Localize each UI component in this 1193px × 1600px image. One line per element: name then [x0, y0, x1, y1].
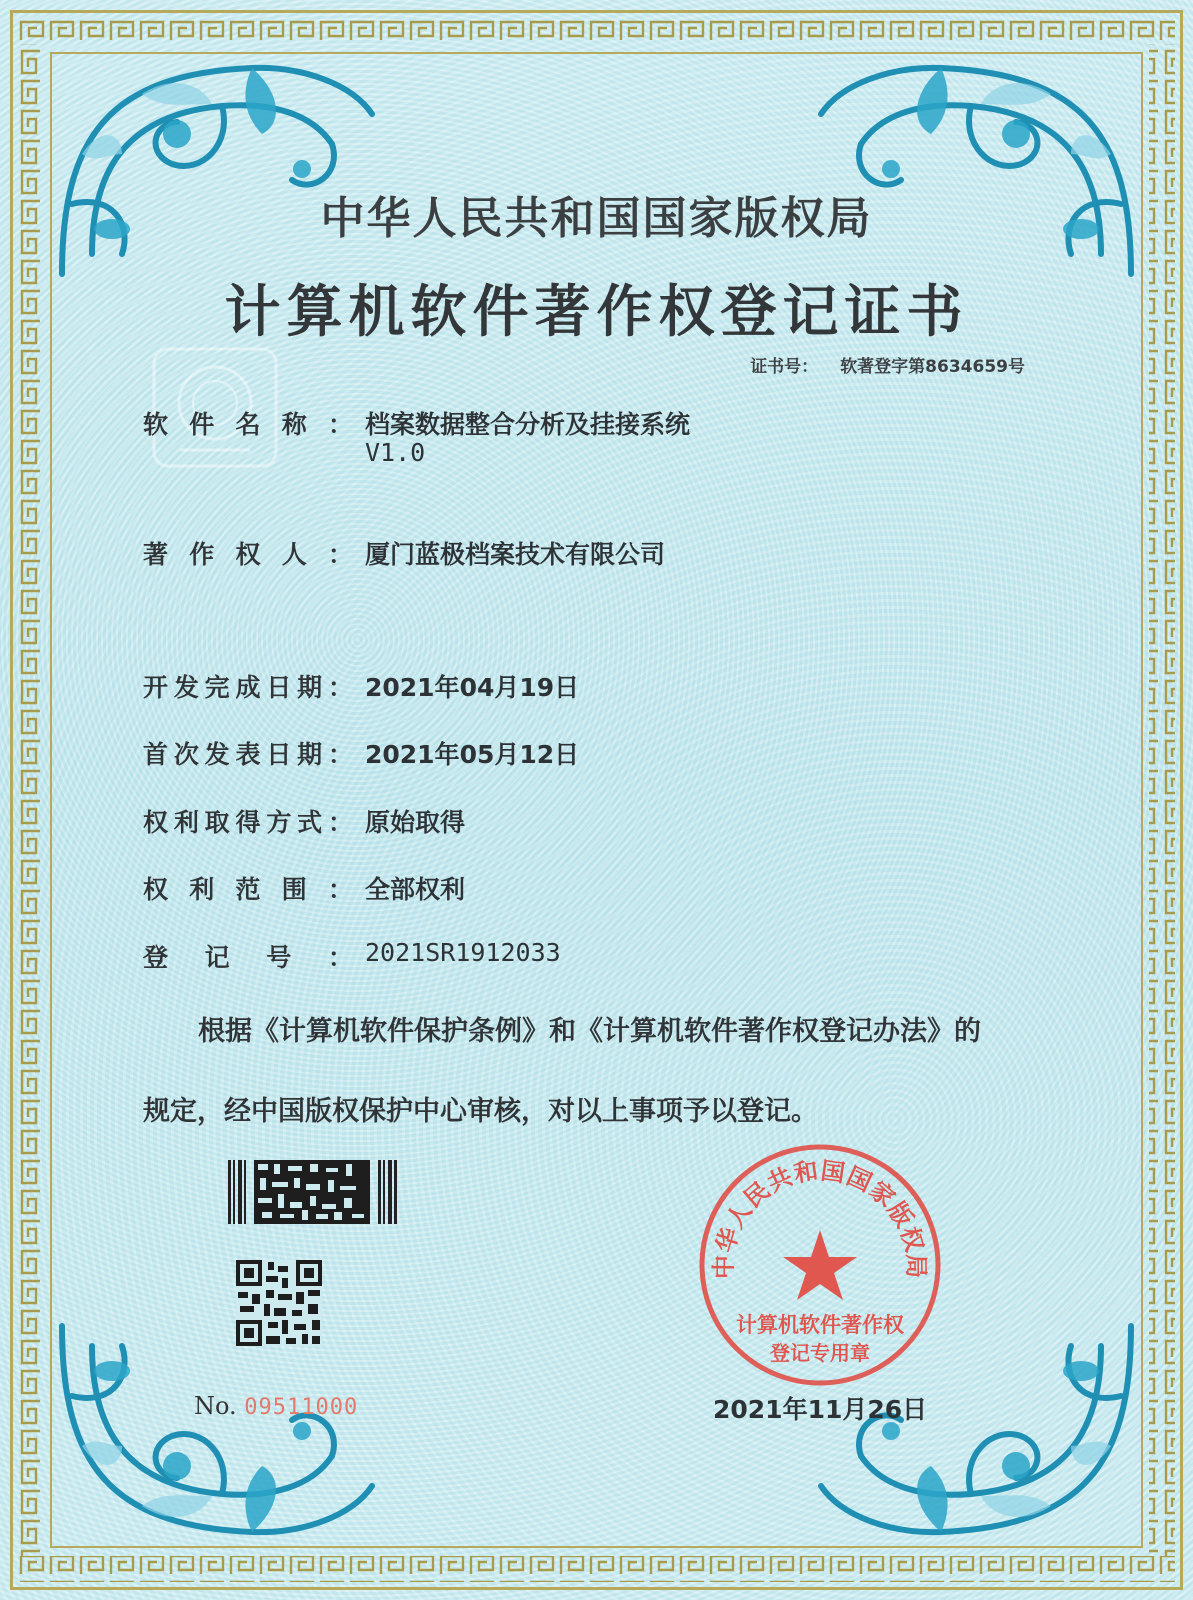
registration-number-value: 2021SR1912033: [365, 938, 561, 967]
statement-text: [143, 992, 1063, 1152]
acquire-method-value: 原始取得: [365, 808, 466, 837]
acquire-method-label: 权利取得方式：: [143, 808, 353, 837]
rights-scope-value: 全部权利: [365, 875, 466, 904]
corner-ornament-top-right: [811, 54, 1141, 284]
dev-date-value: 2021年04月19日: [365, 673, 580, 702]
barcode: [228, 1160, 398, 1224]
statement-line-2: 规定，经中国版权保护中心审核，对以上事项予以登记。: [143, 1096, 818, 1127]
seal-arc-text: 中华人民共和国国家版权局: [709, 1156, 931, 1280]
software-name-value: 档案数据整合分析及挂接系统: [365, 410, 691, 439]
issue-date: 2021年11月26日: [713, 1395, 928, 1424]
serial-number: [194, 1392, 358, 1420]
corner-ornament-top-left: [52, 54, 382, 284]
certificate-number: [750, 352, 1025, 377]
corner-ornament-bottom-left: [52, 1316, 382, 1546]
owner-label: 著作权人：: [143, 540, 353, 569]
statement-line-1: 根据《计算机软件保护条例》和《计算机软件著作权登记办法》的: [198, 1016, 981, 1047]
serial-number-value: 09511000: [244, 1395, 359, 1420]
software-version-value: V1.0: [365, 438, 426, 467]
qr-code: [236, 1260, 322, 1346]
official-seal: [695, 1140, 945, 1390]
cert-number-value: 软著登字第8634659号: [840, 357, 1025, 377]
serial-prefix: No.: [194, 1392, 237, 1420]
software-name-label: 软件名称：: [143, 410, 353, 439]
publish-date-value: 2021年05月12日: [365, 740, 580, 769]
rights-scope-label: 权利范围：: [143, 875, 353, 904]
dev-date-label: 开发完成日期：: [143, 673, 353, 702]
issuer-title: 中华人民共和国国家版权局: [320, 193, 873, 244]
cert-number-label: 证书号：: [750, 357, 819, 377]
certificate-title: 计算机软件著作权登记证书: [224, 279, 969, 345]
seal-line-2: 登记专用章: [770, 1341, 870, 1365]
registration-number-label: 登记号：: [143, 943, 353, 972]
publish-date-label: 首次发表日期：: [143, 740, 353, 769]
owner-value: 厦门蓝极档案技术有限公司: [365, 540, 666, 569]
seal-line-1: 计算机软件著作权: [736, 1313, 904, 1337]
